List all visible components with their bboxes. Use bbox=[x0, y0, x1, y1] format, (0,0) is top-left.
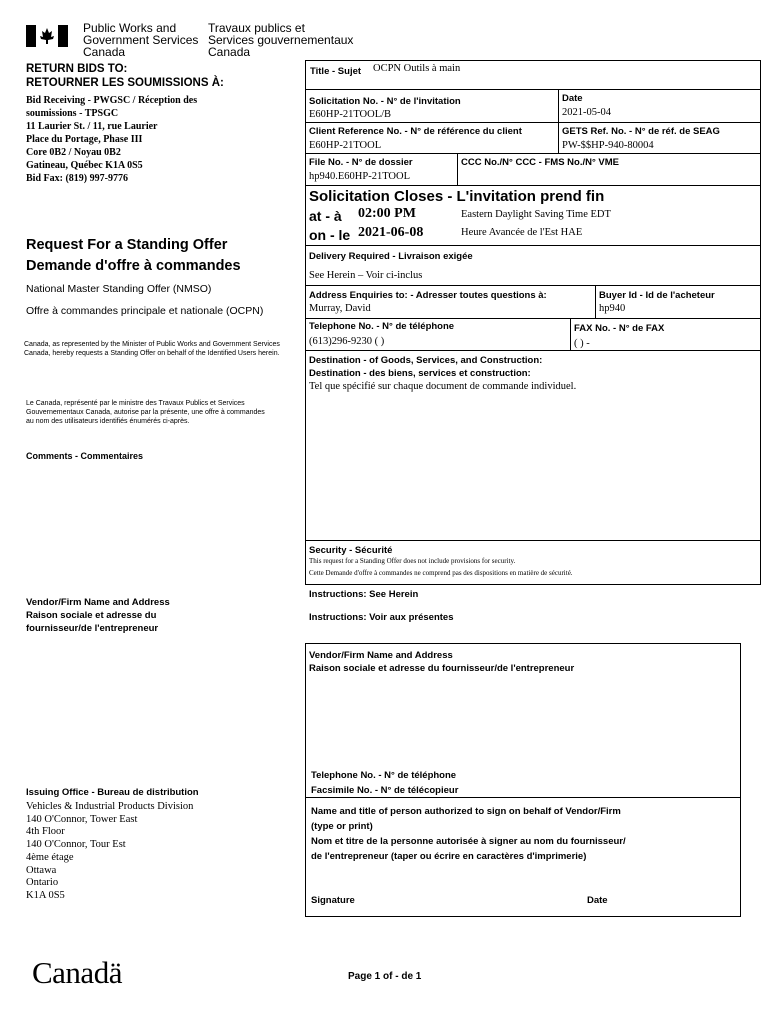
solicitation-label: Solicitation No. - N° de l'invitation bbox=[309, 96, 461, 107]
timezone-en: Eastern Daylight Saving Time EDT bbox=[461, 209, 611, 220]
closing-date: 2021-06-08 bbox=[358, 225, 424, 240]
address-line: Core 0B2 / Noyau 0B2 bbox=[26, 147, 121, 158]
vendor-left-line: Vendor/Firm Name and Address bbox=[26, 597, 170, 608]
dept-fr-line: Services gouvernementaux bbox=[208, 33, 354, 47]
date-label: Date bbox=[562, 93, 583, 104]
solicitation-value: E60HP-21TOOL/B bbox=[309, 109, 392, 120]
ocpn-label: Offre à commandes principale et nationale (OCPN) bbox=[26, 305, 264, 317]
dept-en-line: Canada bbox=[83, 45, 126, 59]
enquiries-value: Murray, David bbox=[309, 303, 371, 314]
comments-label: Comments - Commentaires bbox=[26, 451, 144, 461]
request-text-en: Canada, as represented by the Minister of Public Works and Government Services Canada, hereby requests a Standing Offer on behalf of the Identified Users herein. bbox=[24, 341, 280, 357]
destination-label-fr: Destination - des biens, services et construction: bbox=[309, 368, 531, 379]
vendor-telephone-label: Telephone No. - N° de téléphone bbox=[311, 770, 457, 781]
page-number: Page 1 of - de 1 bbox=[348, 971, 422, 982]
return-bids-title-en: RETURN BIDS TO: bbox=[26, 63, 128, 75]
instructions-fr: Instructions: Voir aux présentes bbox=[309, 612, 454, 623]
security-label: Security - Sécurité bbox=[309, 545, 393, 556]
canada-flag-icon bbox=[26, 25, 68, 47]
dept-fr-line: Travaux publics et bbox=[208, 21, 305, 35]
issuing-office-label: Issuing Office - Bureau de distribution bbox=[26, 787, 199, 798]
issuing-line: 4th Floor bbox=[26, 826, 65, 838]
fax-label: FAX No. - N° de FAX bbox=[574, 323, 665, 334]
issuing-line: 140 O'Connor, Tower East bbox=[26, 813, 138, 825]
signature-date-label: Date bbox=[587, 895, 608, 906]
security-text-en: This request for a Standing Offer does not include provisions for security. bbox=[309, 557, 516, 565]
issuing-line: Ontario bbox=[26, 877, 59, 889]
request-title bbox=[26, 235, 241, 277]
dept-en-line: Public Works and bbox=[83, 21, 177, 35]
enquiries-label: Address Enquiries to: - Adresser toutes questions à: bbox=[309, 290, 547, 301]
dept-fr-line: Canada bbox=[208, 45, 251, 59]
delivery-label: Delivery Required - Livraison exigée bbox=[309, 251, 473, 262]
buyer-id-label: Buyer Id - Id de l'acheteur bbox=[599, 290, 715, 301]
vendor-left-label bbox=[26, 596, 170, 635]
telephone-label: Telephone No. - N° de téléphone bbox=[309, 321, 455, 332]
return-bids-heading bbox=[26, 62, 224, 90]
issuing-line: 140 O'Connor, Tour Est bbox=[26, 839, 126, 851]
department-name-fr bbox=[208, 22, 353, 58]
signature-label: Signature bbox=[311, 895, 355, 906]
gets-ref-label: GETS Ref. No. - N° de réf. de SEAG bbox=[562, 126, 720, 137]
request-text-fr: Le Canada, représenté par le ministre des Travaux Publics et Services Gouvernementaux Canada, autorise par la présente, une offre à commandes au nom des utilisateurs identifiés énumérés ci-après. bbox=[26, 400, 265, 425]
client-ref-label: Client Reference No. - N° de référence du client bbox=[309, 126, 522, 137]
ccc-label: CCC No./N° CCC - FMS No./N° VME bbox=[461, 157, 620, 168]
return-bids-title-fr: RETOURNER LES SOUMISSIONS À: bbox=[26, 77, 224, 89]
closing-time: 02:00 PM bbox=[358, 206, 416, 221]
nmso-label: National Master Standing Offer (NMSO) bbox=[26, 283, 212, 295]
dept-en-line: Government Services bbox=[83, 33, 199, 47]
authorized-line: de l'entrepreneur (taper ou écrire en caractères d'imprimerie) bbox=[311, 851, 587, 862]
on-label: on - le bbox=[309, 227, 351, 243]
authorized-line: (type or print) bbox=[311, 821, 373, 832]
address-line: 11 Laurier St. / 11, rue Laurier bbox=[26, 121, 158, 132]
date-value: 2021-05-04 bbox=[562, 107, 611, 118]
gets-ref-value: PW-$$HP-940-80004 bbox=[562, 140, 654, 151]
address-line: Gatineau, Québec K1A 0S5 bbox=[26, 160, 143, 171]
request-title-en: Request For a Standing Offer bbox=[26, 237, 228, 253]
canada-wordmark: Canadä bbox=[32, 955, 122, 990]
request-title-fr: Demande d'offre à commandes bbox=[26, 258, 241, 274]
vendor-left-line: fournisseur/de l'entrepreneur bbox=[26, 623, 159, 634]
department-name-en bbox=[83, 22, 198, 58]
vendor-name-label-fr: Raison sociale et adresse du fournisseur/de l'entrepreneur bbox=[309, 663, 575, 674]
vendor-name-label-en: Vendor/Firm Name and Address bbox=[309, 650, 453, 661]
title-value: OCPN Outils à main bbox=[373, 63, 461, 74]
address-line: Place du Portage, Phase III bbox=[26, 134, 143, 145]
address-line: Bid Receiving - PWGSC / Réception des bbox=[26, 95, 198, 106]
address-line: Bid Fax: (819) 997-9776 bbox=[26, 173, 128, 184]
destination-value: Tel que spécifié sur chaque document de commande individuel. bbox=[309, 381, 577, 392]
file-no-label: File No. - N° de dossier bbox=[309, 157, 413, 168]
destination-label-en: Destination - of Goods, Services, and Construction: bbox=[309, 355, 543, 366]
authorized-line: Name and title of person authorized to sign on behalf of Vendor/Firm bbox=[311, 806, 621, 817]
delivery-value: See Herein – Voir ci-inclus bbox=[309, 270, 423, 281]
vendor-facsimile-label: Facsimile No. - N° de télécopieur bbox=[311, 785, 459, 796]
timezone-fr: Heure Avancée de l'Est HAE bbox=[461, 227, 583, 238]
authorized-line: Nom et titre de la personne autorisée à signer au nom du fournisseur/ bbox=[311, 836, 626, 847]
title-label: Title - Sujet bbox=[310, 66, 362, 77]
buyer-id-value: hp940 bbox=[599, 303, 626, 314]
issuing-line: 4ème étage bbox=[26, 851, 74, 863]
closes-title: Solicitation Closes - L'invitation prend fin bbox=[309, 188, 605, 205]
instructions-en: Instructions: See Herein bbox=[309, 589, 419, 600]
return-bids-address bbox=[26, 94, 197, 185]
vendor-left-line: Raison sociale et adresse du bbox=[26, 610, 157, 621]
authorized-person-label bbox=[311, 804, 626, 864]
fax-value: ( ) - bbox=[574, 338, 590, 349]
client-ref-value: E60HP-21TOOL bbox=[309, 140, 382, 151]
telephone-value: (613)296-9230 ( ) bbox=[309, 336, 385, 347]
issuing-line: K1A 0S5 bbox=[26, 889, 65, 901]
issuing-line: Vehicles & Industrial Products Division bbox=[26, 801, 194, 812]
file-no-value: hp940.E60HP-21TOOL bbox=[309, 171, 411, 182]
security-text-fr: Cette Demande d'offre à commandes ne comprend pas des dispositions en matière de sécurité. bbox=[309, 569, 573, 577]
issuing-line: Ottawa bbox=[26, 864, 57, 876]
address-line: soumissions - TPSGC bbox=[26, 108, 119, 119]
at-label: at - à bbox=[309, 208, 342, 224]
issuing-office-address bbox=[26, 801, 193, 903]
